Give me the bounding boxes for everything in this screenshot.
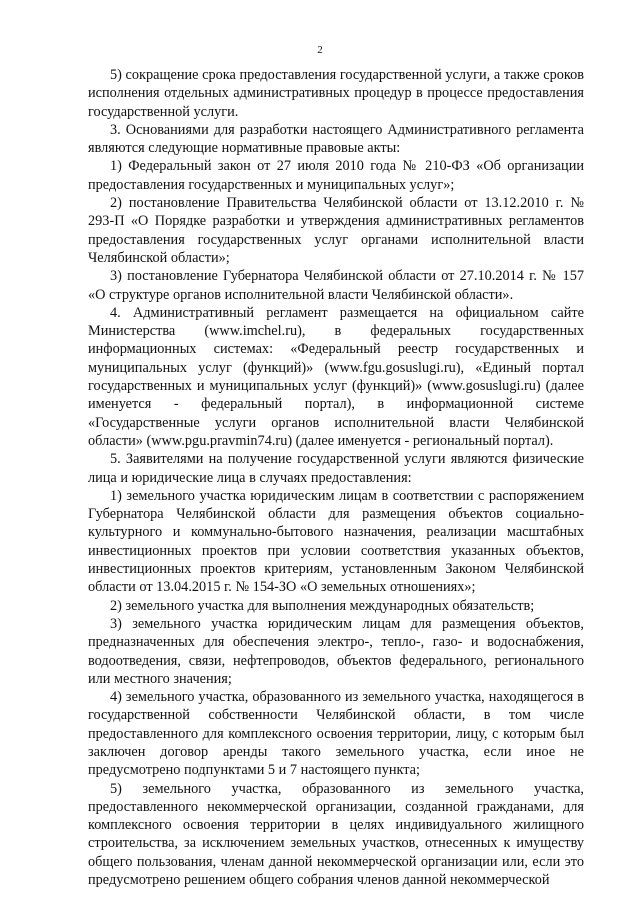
paragraph-section-5: 5. Заявителями на получение государственной услуги являются физические лица и юридические лица в случаях предоставления:	[88, 451, 584, 486]
page-number: 2	[317, 44, 323, 56]
paragraph-item-5-reduction: 5) сокращение срока предоставления государственной услуги, а также сроков исполнения отдельных административных процедур в процессе предоставления государственной услуги.	[88, 67, 584, 120]
paragraph-section-4: 4. Административный регламент размещается на официальном сайте Министерства (www.imchel.ru), в федеральных государственных информационных системах: «Федеральный реестр государственных и муниципальных услуг (функций)» (www.fgu.gosuslugi.ru), «Единый портал государственных и муниципальных услуг (функций)» (www.gosuslugi.ru) (далее именуется - федеральный портал), в информационной системе «Государственные услуги органов исполнительной власти Челябинской области» (www.pgu.pravmin74.ru) (далее именуется - региональный портал).	[88, 304, 584, 449]
paragraph-case-2: 2) земельного участка для выполнения международных обязательств;	[110, 597, 535, 614]
document-body	[88, 66, 584, 889]
paragraph-federal-law: 1) Федеральный закон от 27 июля 2010 года № 210-ФЗ «Об организации предоставления государственных и муниципальных услуг»;	[88, 158, 584, 193]
paragraph-case-4: 4) земельного участка, образованного из земельного участка, находящегося в государственной собственности Челябинской области, в том числе предоставленного для комплексного освоения территории, лицу, с которым был заключен договор аренды такого земельного участка, если иное не предусмотрено подпунктами 5 и 7 настоящего пункта;	[88, 689, 584, 779]
paragraph-case-5: 5) земельного участка, образованного из земельного участка, предоставленного некоммерческой организации, созданной гражданами, для комплексного освоения территории в целях индивидуального жилищного строительства, за исключением земельных участков, отнесенных к имуществу общего пользования, членам данной некоммерческой организации или, если это предусмотрено решением общего собрания членов данной некоммерческой	[88, 780, 584, 889]
paragraph-case-3: 3) земельного участка юридическим лицам для размещения объектов, предназначенных для обеспечения электро-, тепло-, газо- и водоснабжения, водоотведения, связи, нефтепроводов, объектов федерального, регионального или местного значения;	[88, 615, 584, 687]
paragraph-section-3: 3. Основаниями для разработки настоящего Административного регламента являются следующие нормативные правовые акты:	[88, 121, 584, 157]
paragraph-government-resolution: 2) постановление Правительства Челябинской области от 13.12.2010 г. № 293-П «О Порядке разработки и утверждения административных регламентов предоставления государственных услуг органами исполнительной власти Челябинской области»;	[88, 195, 584, 266]
paragraph-case-1: 1) земельного участка юридическим лицам в соответствии с распоряжением Губернатора Челябинской области для размещения объектов социально-культурного и коммунально-бытового назначения, реализации масштабных инвестиционных проектов при условии соответствия указанных объектов, инвестиционных проектов критериям, установленным Законом Челябинской области от 13.04.2015 г. № 154-ЗО «О земельных отношениях»;	[88, 487, 584, 596]
paragraph-governor-resolution: 3) постановление Губернатора Челябинской области от 27.10.2014 г. № 157 «О структуре органов исполнительной власти Челябинской области».	[88, 268, 584, 303]
